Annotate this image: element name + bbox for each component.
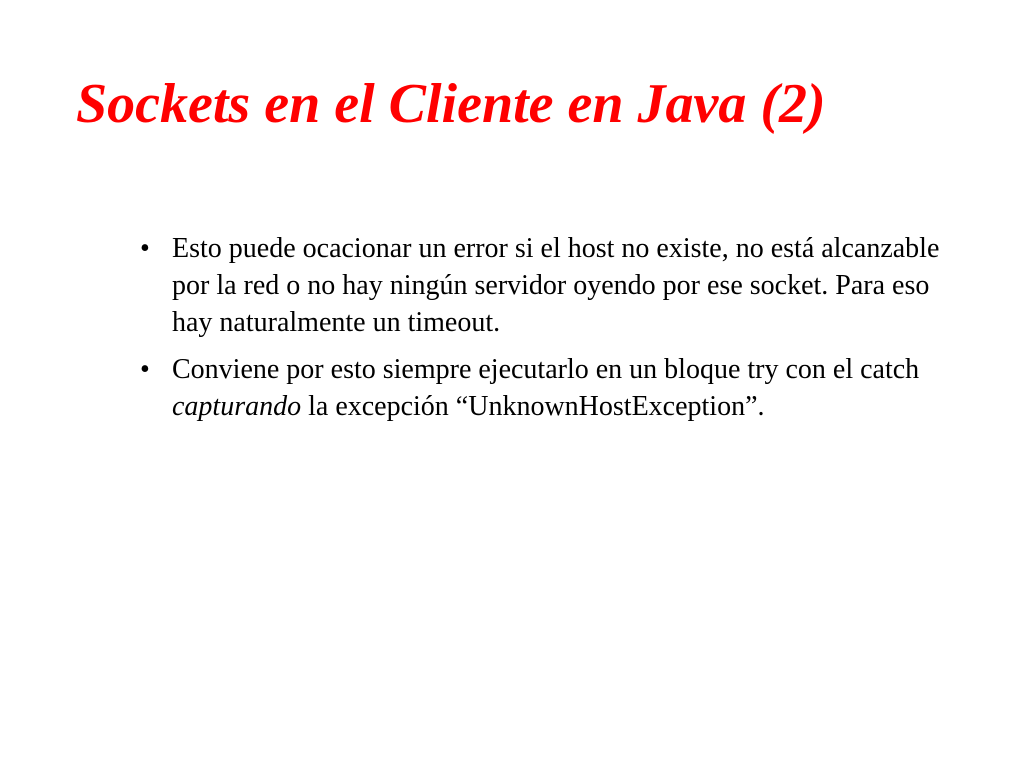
bullet-icon: • bbox=[140, 233, 150, 264]
bullet-text: Esto puede ocacionar un error si el host no existe, no está alcanzable por la red o no hay ningún servidor oyendo por ese socket. Para eso hay naturalmente un timeout. bbox=[172, 233, 940, 338]
bullet-emphasis: capturando bbox=[172, 391, 302, 422]
bullet-list bbox=[140, 230, 960, 435]
bullet-text-before: Conviene por esto siempre ejecutarlo en un bloque try con el catch bbox=[172, 354, 920, 385]
bullet-item-2 bbox=[140, 351, 960, 425]
bullet-icon: • bbox=[140, 354, 150, 385]
slide-title: Sockets en el Cliente en Java (2) bbox=[76, 73, 826, 135]
bullet-text-after: la excepción “UnknownHostException”. bbox=[301, 391, 765, 422]
bullet-item-1 bbox=[140, 230, 960, 341]
